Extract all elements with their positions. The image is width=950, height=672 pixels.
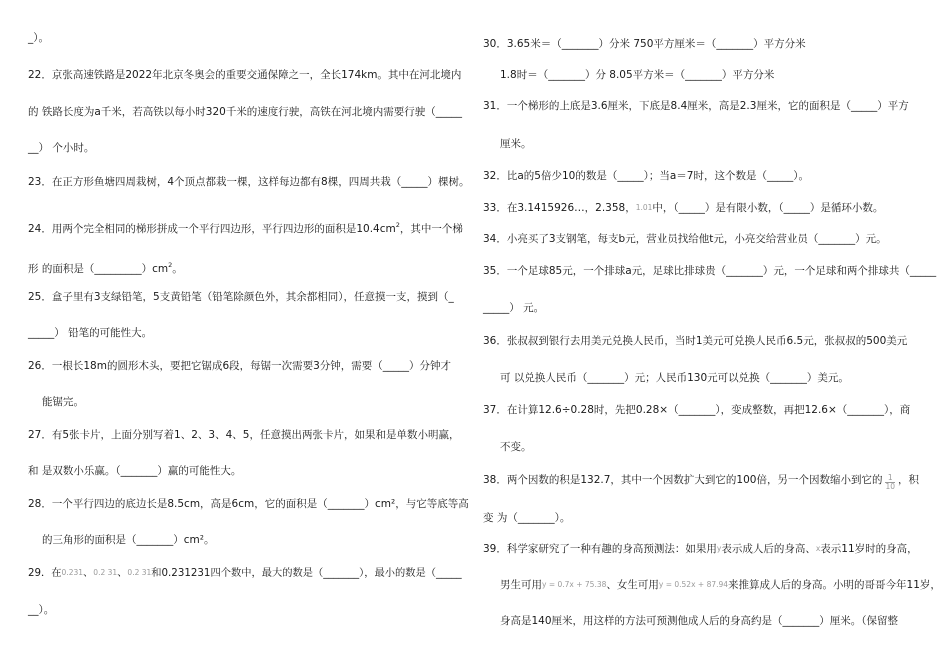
q29-number-3: 0.2 31 — [127, 568, 152, 577]
q33 — [483, 201, 883, 215]
q24-text-c: 形 的面积是（_________）cm — [28, 263, 169, 275]
q28-line-2: 的三角形的面积是（_______）cm²。 — [42, 534, 215, 546]
q24-text-b: ，其中一个梯 — [399, 223, 463, 235]
q22-line-3: __） 个小时。 — [28, 142, 95, 154]
q22-line-1: 22．京张高速铁路是2022年北京冬奥会的重要交通保障之一，全长174km。其中在河北境内 — [28, 69, 462, 81]
q38-line-1 — [483, 473, 919, 491]
q27-line-1: 27．有5张卡片，上面分别写着1、2、3、4、5，任意摸出两张卡片，如果和是单数小明赢， — [28, 429, 460, 441]
q24-line-1 — [28, 218, 463, 236]
q23: 23．在正方形鱼塘四周栽树，4个顶点都栽一棵，这样每边都有8棵，四周共栽（_____）棵树。 — [28, 176, 470, 188]
q39-line-1 — [483, 542, 918, 556]
q31-line-2: 厘米。 — [500, 138, 532, 150]
q39-text-d: 男生可用 — [500, 579, 542, 591]
q29-text-c: 、 — [117, 567, 128, 579]
q26-line-2: 能锯完。 — [42, 396, 84, 408]
q29-line-2: __）。 — [28, 604, 55, 616]
q33-repeating-decimal: 1.01 — [635, 203, 653, 212]
q39-line-3: 身高是140厘米，用这样的方法可预测他成人后的身高约是（_______）厘米。（保留整 — [500, 615, 899, 627]
q37-line-2: 不变。 — [500, 441, 532, 453]
q39-text-a: 39．科学家研究了一种有趣的身高预测法：如果用 — [483, 543, 717, 555]
q39-text-b: 表示成人后的身高、 — [721, 543, 816, 555]
q36-line-2: 可 以兑换人民币（_______）元；人民币130元可以兑换（_______）美元。 — [500, 372, 849, 384]
q24-sup: 2 — [395, 221, 400, 229]
q33-text-a: 33．在3.1415926…，2.358， — [483, 202, 636, 214]
q28-line-1: 28．一个平行四边的底边长是8.5cm，高是6cm，它的面积是（_______）cm²，与它等底等高 — [28, 498, 469, 510]
q38-fraction — [885, 474, 895, 491]
q39-text-c: 表示11岁时的身高， — [820, 543, 918, 555]
q24-sup-2: 2 — [168, 261, 173, 269]
q24-text-d: 。 — [172, 263, 183, 275]
q24-text-a: 24．用两个完全相同的梯形拼成一个平行四边形，平行四边形的面积是10.4cm — [28, 223, 396, 235]
q36-line-1: 36．张叔叔到银行去用美元兑换人民币，当时1美元可兑换人民币6.5元，张叔叔的500美元 — [483, 335, 908, 347]
q30-line-1: 30．3.65米＝（_______）分米 750平方厘米＝（_______）平方分米 — [483, 38, 806, 50]
q29-text-d: 和0.231231四个数中，最大的数是（_______），最小的数是（_____ — [151, 567, 462, 579]
q24-line-2 — [28, 258, 183, 276]
q29-number-2: 0.2 31 — [93, 568, 118, 577]
q30-line-2: 1.8时＝（_______）分 8.05平方米＝（_______）平方分米 — [500, 69, 775, 81]
q39-text-f: 来推算成人后的身高。小明的哥哥今年11岁， — [728, 579, 941, 591]
q29-number-1: 0.231 — [61, 568, 84, 577]
q29-line-1 — [28, 566, 462, 580]
q33-text-b: 中，（_____）是有限小数，（_____）是循环小数。 — [652, 202, 884, 214]
q35-line-2: _____） 元。 — [483, 302, 545, 314]
q32: 32．比a的5倍少10的数是（_____）；当a＝7时，这个数是（_____）。 — [483, 170, 809, 182]
q39-line-2 — [500, 578, 941, 592]
q26-line-1: 26．一根长18m的圆形木头，要把它锯成6段，每锯一次需要3分钟，需要（_____）分钟才 — [28, 360, 452, 372]
q38-line-2: 变 为（_______）。 — [483, 512, 571, 524]
q38-fraction-denominator: 10 — [885, 482, 896, 491]
q21-tail: _）。 — [28, 32, 49, 44]
q29-text-b: 、 — [83, 567, 94, 579]
q27-line-2: 和 是双数小乐赢。（_______）赢的可能性大。 — [28, 465, 242, 477]
q22-line-2: 的 铁路长度为a千米，若高铁以每小时320千米的速度行驶，高铁在河北境内需要行驶（_____ — [28, 106, 463, 118]
q37-line-1: 37．在计算12.6÷0.28时，先把0.28×（_______），变成整数，再把12.6×（_______），商 — [483, 404, 911, 416]
q38-text-b: ，积 — [898, 474, 920, 486]
q39-var-x: x — [815, 544, 821, 553]
q31-line-1: 31．一个梯形的上底是3.6厘米，下底是8.4厘米，高是2.3厘米，它的面积是（_____）平方 — [483, 100, 909, 112]
q29-text-a: 29．在 — [28, 567, 62, 579]
q38-text-a: 38．两个因数的积是132.7，其中一个因数扩大到它的100倍，另一个因数缩小到它的 — [483, 474, 883, 486]
q25-line-2: _____） 铅笔的可能性大。 — [28, 327, 153, 339]
q34: 34．小亮买了3支钢笔，每支b元，营业员找给他t元，小亮交给营业员（_______）元。 — [483, 233, 887, 245]
q25-line-1: 25．盒子里有3支绿铅笔，5支黄铅笔（铅笔除颜色外，其余都相同），任意摸一支，摸到（_ — [28, 291, 454, 303]
q39-var-y: y — [716, 544, 722, 553]
q39-formula-boys: y = 0.7x + 75.38 — [542, 580, 607, 589]
q38-fraction-numerator: 1 — [885, 474, 895, 483]
q39-formula-girls: y = 0.52x + 87.94 — [658, 580, 729, 589]
q39-text-e: 、女生可用 — [606, 579, 659, 591]
q35-line-1: 35．一个足球85元，一个排球a元，足球比排球贵（_______）元，一个足球和两个排球共（_____ — [483, 265, 937, 277]
